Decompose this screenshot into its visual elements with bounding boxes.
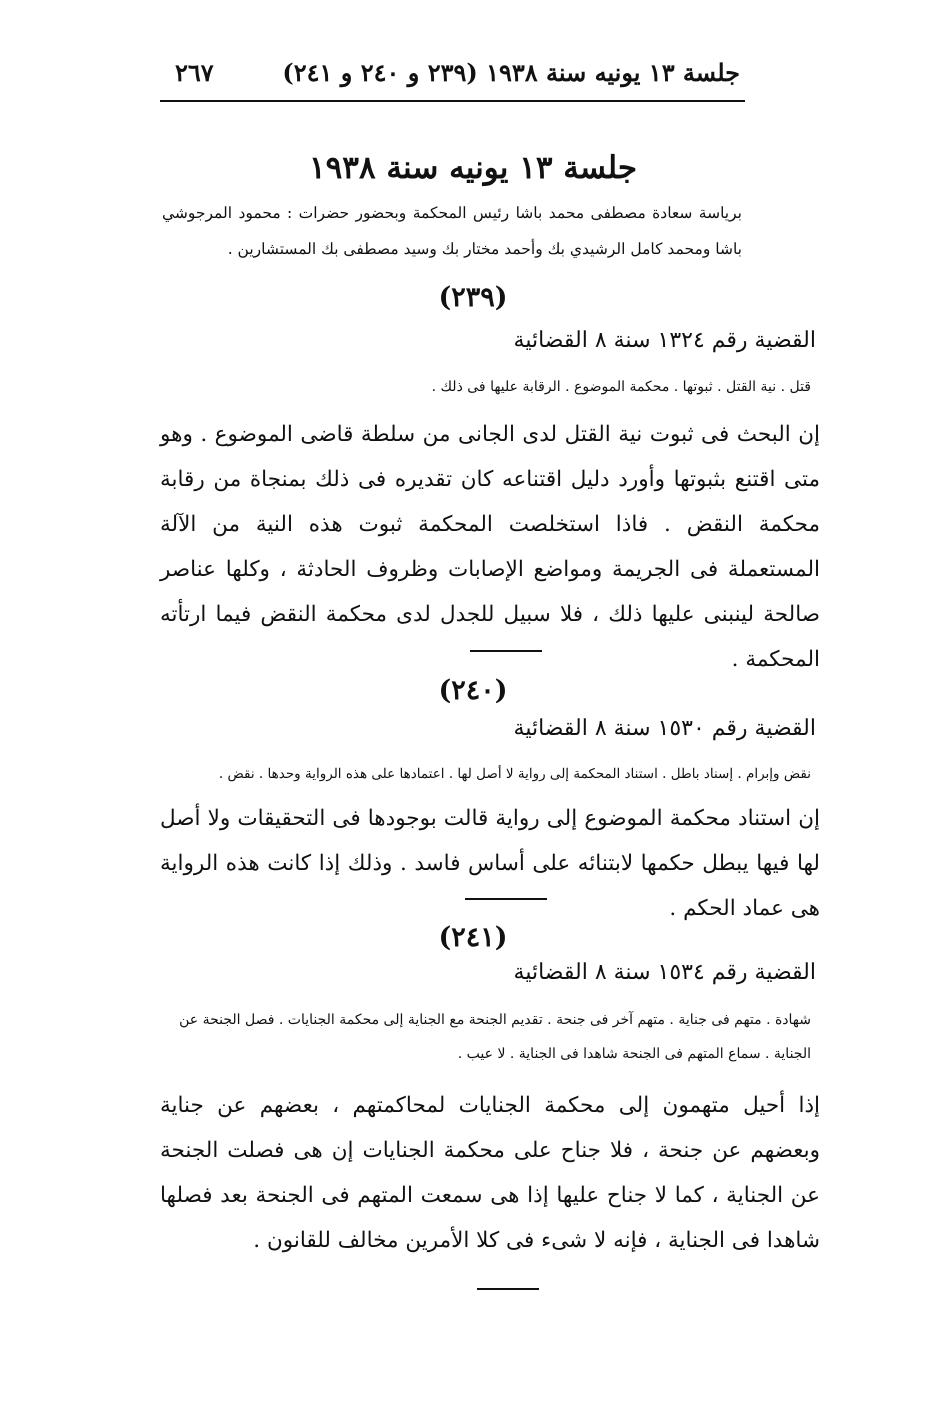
session-presidency: برياسة سعادة مصطفى محمد باشا رئيس المحكمة وبحضور حضرات : محمود المرجوشي باشا ومحمد كامل الرشيدي بك وأحمد مختار بك وسيد مصطفى بك المستشارين . xyxy=(162,204,742,258)
case-number: (٢٣٩) xyxy=(438,282,508,313)
case-reference: القضية رقم ١٣٢٤ سنة ٨ القضائية xyxy=(513,328,816,353)
case-separator xyxy=(470,650,542,652)
case-keywords: قتل . نية القتل . ثبوتها . محكمة الموضوع . الرقابة عليها فى ذلك . xyxy=(431,379,811,395)
case-number: (٢٤١) xyxy=(438,922,508,953)
case-ruling: إن البحث فى ثبوت نية القتل لدى الجانى من سلطة قاضى الموضوع . وهو متى اقتنع بثبوتها وأورد دليل اقتناعه كان تقديره فى ذلك بمنجاة من رقابة محكمة النقض . فاذا استخلصت المحكمة ثبوت هذه النية من الآلة المستعملة فى الجريمة ومواضع الإصابات وظروف الحادثة ، وكلها عناصر صالحة لينبنى عليها ذلك ، فلا سبيل للجدل لدى محكمة النقض فيما ارتأته المحكمة . xyxy=(160,422,820,672)
session-title: جلسة ١٣ يونيه سنة ١٩٣٨ xyxy=(309,150,637,186)
case-reference: القضية رقم ١٥٣٠ سنة ٨ القضائية xyxy=(513,716,816,741)
case-ruling: إن استناد محكمة الموضوع إلى رواية قالت بوجودها فى التحقيقات ولا أصل لها فيها يبطل حكمها لابتنائه على أساس فاسد . وذلك إذا كانت هذه الرواية هى عماد الحكم . xyxy=(160,806,820,921)
running-head-title: جلسة ١٣ يونيه سنة ١٩٣٨ (٢٣٩ و ٢٤٠ و ٢٤١) xyxy=(282,58,740,87)
case-keywords: شهادة . متهم فى جناية . متهم آخر فى جنحة . تقديم الجنحة مع الجناية إلى محكمة الجنايات . فصل الجنحة عن الجناية . سماع المتهم فى الجنحة شاهدا فى الجناية . لا عيب . xyxy=(179,1012,811,1062)
case-ruling: إذا أحيل متهمون إلى محكمة الجنايات لمحاكمتهم ، بعضهم عن جناية وبعضهم عن جنحة ، فلا جناح على محكمة الجنايات إن هى فصلت الجنحة عن الجناية ، كما لا جناح عليها إذا هى سمعت المتهم فى الجنحة بعد فصلها شاهدا فى الجناية ، فإنه لا شىء فى كلا الأمرين مخالف للقانون . xyxy=(160,1093,820,1253)
end-separator xyxy=(477,1288,539,1290)
case-keywords: نقض وإبرام . إسناد باطل . استناد المحكمة إلى رواية لا أصل لها . اعتمادها على هذه الرواية وحدها . نقض . xyxy=(218,766,811,782)
running-head xyxy=(165,58,740,98)
case-reference: القضية رقم ١٥٣٤ سنة ٨ القضائية xyxy=(513,960,816,985)
page-number: ٢٦٧ xyxy=(175,58,214,87)
case-separator xyxy=(465,898,547,900)
case-number: (٢٤٠) xyxy=(438,675,508,706)
header-rule xyxy=(160,100,745,102)
